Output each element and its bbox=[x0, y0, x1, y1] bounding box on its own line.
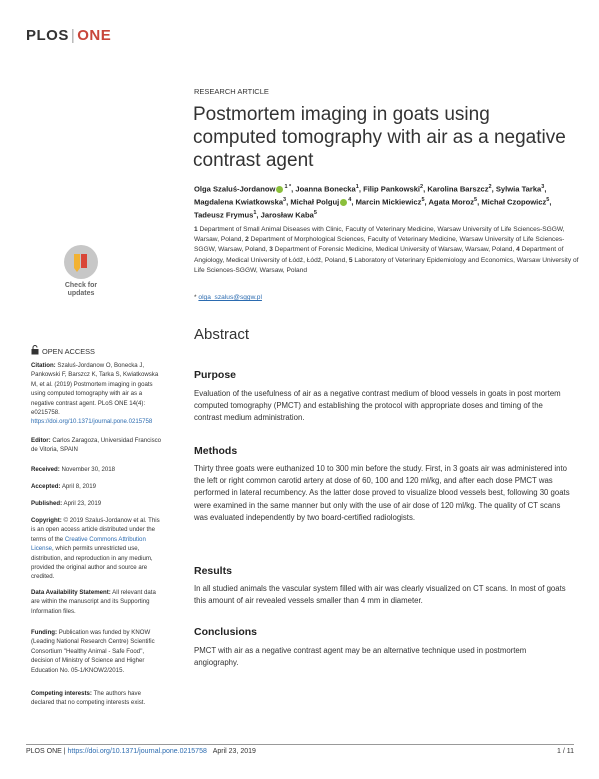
citation-text: Szaluś-Jordanow O, Bonecka J, Pankowski F, Barszcz K, Tarka S, Kwiatkowska M, et al. (2019) Postmortem imaging in goats using computed tomography with air as a negative contrast agent. PLoS ONE 14(4): e0215758. bbox=[31, 362, 159, 417]
check-updates-line2: updates bbox=[67, 290, 95, 297]
corr-marker: * bbox=[194, 294, 197, 301]
author-affiliation-sup: 5 bbox=[546, 197, 550, 204]
author-name: Marcin Mickiewicz bbox=[355, 197, 422, 207]
affiliation-text: Department of Small Animal Diseases with Clinic, Faculty of Veterinary Medicine, Warsaw University of Life Sciences-SGGW, Warsaw, Poland, bbox=[194, 226, 565, 244]
conclusions-heading: Conclusions bbox=[194, 626, 258, 638]
copyright-text-b: , which permits unrestricted use, distribution, and reproduction in any medium, provided the original author and source are credited. bbox=[31, 545, 153, 581]
methods-text: Thirty three goats were euthanized 10 to 300 min before the study. First, in 3 goats air was administered into the left or right common carotid artery at dose of 60, 100 and 120 ml/kg, and after each dose PMCT was performed in lateral recumbency. As the latter dose proved to visualize blood vessels best, following 30 goats were examined in the same manner but only with the use of air dose of 120 ml/kg. The quality of CT scans was evaluated independently by two board-certified radiologists. bbox=[194, 464, 570, 522]
accepted-text: April 8, 2019 bbox=[61, 483, 97, 490]
author-name: Agata Moroz bbox=[428, 197, 475, 207]
check-updates-line1: Check for bbox=[64, 282, 98, 289]
editor-block bbox=[31, 436, 163, 455]
published-text: April 23, 2019 bbox=[63, 500, 102, 507]
affiliations bbox=[194, 225, 579, 276]
affiliation-number: 5 bbox=[348, 256, 355, 264]
footer-date: April 23, 2019 bbox=[212, 748, 256, 755]
copyright-block bbox=[31, 516, 163, 582]
data-availability-block bbox=[31, 588, 163, 616]
competing-interests-text: The authors have declared that no competing interests exist. bbox=[31, 690, 146, 707]
data-availability-label: Data Availability Statement: bbox=[31, 589, 111, 596]
competing-interests-label: Competing interests: bbox=[31, 690, 92, 697]
accepted-block bbox=[31, 482, 163, 491]
page-footer bbox=[26, 744, 574, 755]
author-affiliation-sup: 1 * bbox=[284, 184, 292, 190]
published-label: Published: bbox=[31, 500, 63, 507]
author-name: Sylwia Tarka bbox=[495, 184, 542, 194]
author-name: Joanna Bonecka bbox=[295, 184, 356, 194]
author-name: Filip Pankowski bbox=[363, 184, 421, 194]
author-affiliation-sup: 3 bbox=[283, 197, 287, 204]
logo-one: ONE bbox=[77, 27, 112, 44]
logo-plos: PLOS bbox=[26, 27, 69, 44]
author-affiliation-sup: 4 bbox=[348, 197, 352, 204]
funding-label: Funding: bbox=[31, 629, 58, 636]
author-affiliation-sup: 2 bbox=[420, 184, 424, 190]
methods-heading: Methods bbox=[194, 445, 238, 457]
author-name: Magdalena Kwiatkowska bbox=[194, 197, 284, 207]
logo-separator: | bbox=[70, 27, 76, 44]
copyright-label: Copyright: bbox=[31, 517, 62, 524]
conclusions-text: PMCT with air as a negative contrast agent may be an alternative technique used in postmortem angiography. bbox=[194, 646, 527, 668]
check-for-updates-badge[interactable] bbox=[61, 245, 101, 297]
author-affiliation-sup: 2 bbox=[488, 184, 492, 190]
affiliation-text: Department of Angiology, Medical University of Łódź, Łódź, Poland, bbox=[194, 246, 564, 264]
data-availability-text: All relevant data are within the manuscript and its Supporting Information files. bbox=[31, 589, 156, 615]
affiliation-number: 1 bbox=[194, 226, 200, 233]
plos-one-logo bbox=[26, 27, 111, 44]
author-name: Jarosław Kaba bbox=[260, 210, 314, 220]
footer-doi-link[interactable]: https://doi.org/10.1371/journal.pone.0215758 bbox=[67, 748, 207, 755]
affiliation-text: Laboratory of Veterinary Epidemiology and Economics, Warsaw University of Life Sciences-SGGW, Warsaw, Poland bbox=[194, 256, 579, 274]
corr-email-link[interactable]: olga_szalus@sggw.pl bbox=[198, 294, 262, 301]
citation-doi-link[interactable]: https://doi.org/10.1371/journal.pone.0215758 bbox=[31, 418, 153, 426]
footer-journal: PLOS ONE bbox=[26, 748, 62, 755]
orcid-icon[interactable] bbox=[276, 186, 283, 193]
author-name: Karolina Barszcz bbox=[427, 184, 489, 194]
results-heading: Results bbox=[194, 565, 232, 577]
author-affiliation-sup: 5 bbox=[474, 197, 478, 204]
author-name: Tadeusz Frymus bbox=[194, 210, 254, 220]
author-affiliation-sup: 1 bbox=[355, 184, 359, 190]
affiliation-text: Department of Forensic Medicine, Medical University of Warsaw, Warsaw, Poland, bbox=[274, 246, 517, 254]
affiliation-number: 3 bbox=[269, 246, 275, 254]
received-label: Received: bbox=[31, 466, 60, 473]
competing-interests-block bbox=[31, 689, 163, 708]
corresponding-author bbox=[194, 294, 262, 301]
citation-block bbox=[31, 361, 163, 427]
affiliation-number: 4 bbox=[516, 246, 522, 254]
accepted-label: Accepted: bbox=[31, 483, 61, 490]
author-affiliation-sup: 5 bbox=[313, 210, 317, 217]
orcid-icon[interactable] bbox=[340, 199, 347, 206]
author-affiliation-sup: 1 bbox=[253, 210, 257, 217]
abstract-heading: Abstract bbox=[194, 326, 250, 343]
article-type: RESEARCH ARTICLE bbox=[194, 87, 269, 96]
affiliation-number: 2 bbox=[245, 236, 251, 244]
editor-label: Editor: bbox=[31, 437, 51, 444]
author-affiliation-sup: 5 bbox=[421, 197, 425, 204]
funding-text: Publication was funded by KNOW (Leading National Research Centre) Scientific Consortium "Healthy Animal - Safe Food", decision of Ministry of Science and Higher Education No. 05-1/KNOW2/2015. bbox=[31, 629, 155, 674]
author-affiliation-sup: 3 bbox=[541, 184, 545, 190]
published-block bbox=[31, 499, 163, 508]
author-list: Olga Szaluś-Jordanow $^{1 *}$, Joanna Bonecka$^1$, Filip Pankowski$^2$, Karolina Barszcz$^2$, Sylwia Tarka$^3$, Magdalena Kwiatkowska$^3$, Michał Polguj $^4$, Marcin Mickiewicz$^5$, Agata Moroz$^5$, Michał Czopowicz$^5$, Tadeusz Frymus$^1$, Jarosław Kaba$^5$ bbox=[194, 184, 552, 220]
page-number: 1 / 11 bbox=[557, 748, 574, 755]
copyright-text-a: © 2019 Szaluś-Jordanow et al. This is an open access article distributed under the terms of the bbox=[31, 517, 160, 543]
open-access-label: OPEN ACCESS bbox=[42, 346, 95, 356]
editor-text: Carlos Zaragoza, Universidad Francisco de Vitoria, SPAIN bbox=[31, 437, 162, 454]
open-access bbox=[31, 345, 95, 357]
received-block bbox=[31, 465, 163, 474]
license-link[interactable]: Creative Commons Attribution License bbox=[31, 535, 146, 553]
funding-block bbox=[31, 628, 163, 675]
open-lock-icon bbox=[31, 345, 39, 357]
purpose-heading: Purpose bbox=[194, 369, 237, 381]
results-text: In all studied animals the vascular system filled with air was clearly visualized on CT scans. In most of goats this amount of air revealed vessels smaller than 4 mm in diameter. bbox=[194, 584, 566, 606]
received-text: November 30, 2018 bbox=[61, 466, 116, 473]
affiliation-text: Department of Morphological Sciences, Faculty of Veterinary Medicine, Warsaw University of Life Sciences-SGGW, Warsaw, Poland, bbox=[194, 236, 565, 254]
citation-label: Citation: bbox=[31, 362, 56, 369]
footer-sep: | bbox=[63, 748, 66, 755]
check-updates-icon bbox=[64, 245, 98, 279]
author-name: Michał Polguj bbox=[290, 197, 340, 207]
article-title: Postmortem imaging in goats using computed tomography with air as a negative contrast agent bbox=[193, 104, 566, 171]
purpose-text: Evaluation of the usefulness of air as a negative contrast medium of blood vessels in goats in post mortem computed tomography (PMCT) and establishing the protocol with appropriate doses and timing of the contrast medium administration. bbox=[194, 389, 561, 423]
author-name: Olga Szaluś-Jordanow bbox=[194, 184, 276, 194]
author-name: Michał Czopowicz bbox=[481, 197, 547, 207]
